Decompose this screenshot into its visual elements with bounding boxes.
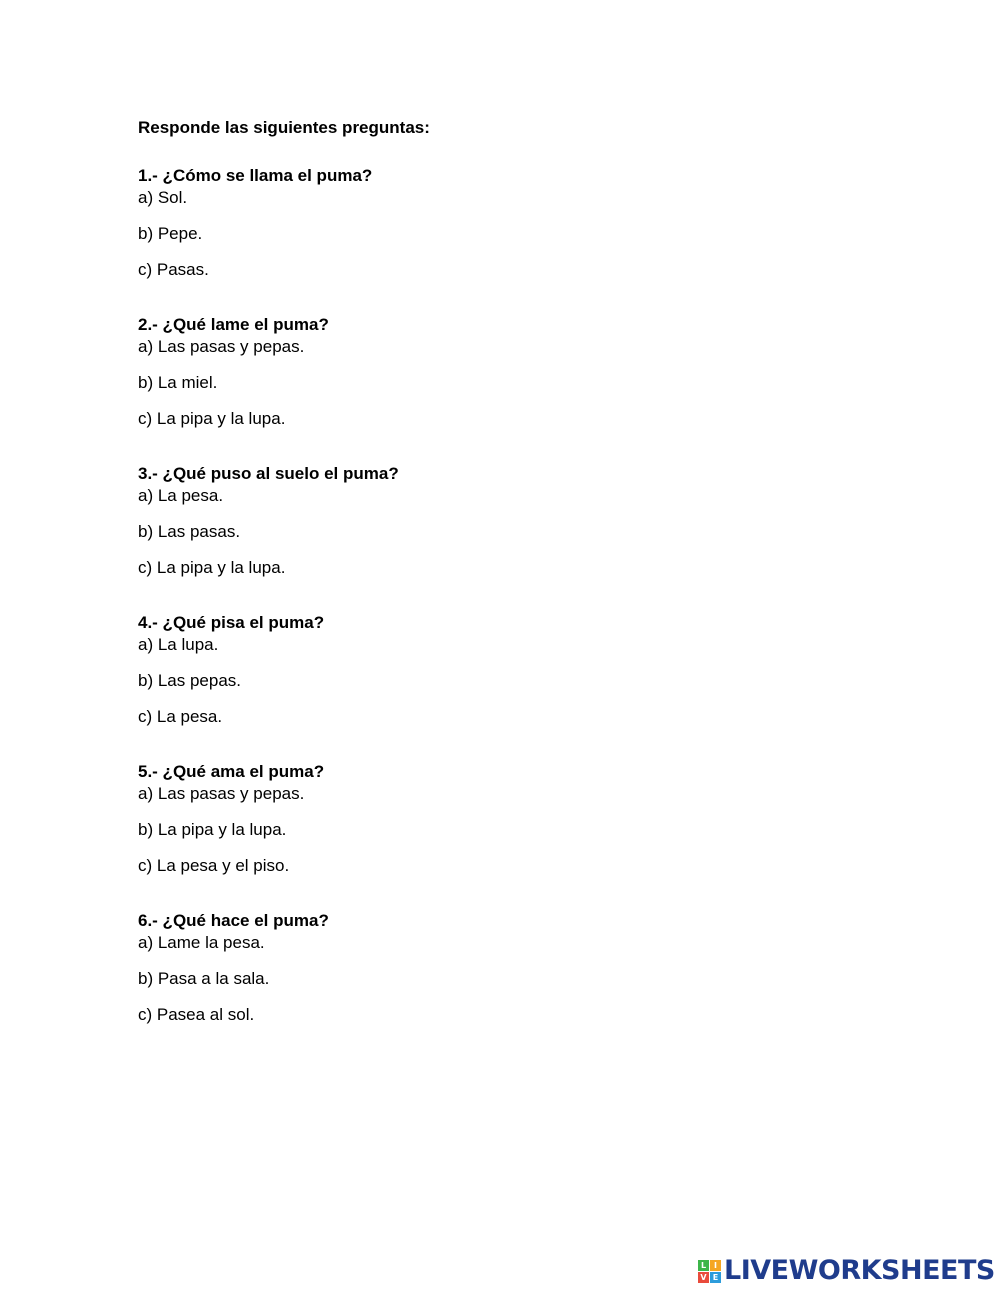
question-title: 2.- ¿Qué lame el puma? [138,315,329,334]
answer-option: b) Pasa a la sala. [138,969,270,988]
answer-option: c) Pasea al sol. [138,1005,255,1024]
question-title: 3.- ¿Qué puso al suelo el puma? [138,464,399,483]
instructions: Responde las siguientes preguntas: [138,118,430,137]
logo-text: LIVEWORKSHEETS [724,1255,995,1286]
answer-option: c) La pesa. [138,707,223,726]
liveworksheets-logo-icon [698,1260,721,1283]
answer-option: a) Las pasas y pepas. [138,784,305,803]
question-5 [138,761,898,877]
question-3 [138,463,898,579]
question-title: 6.- ¿Qué hace el puma? [138,911,329,930]
logo-icon-tile: L [698,1260,709,1271]
answer-option: b) La miel. [138,373,218,392]
answer-option: a) La lupa. [138,635,219,654]
answer-option: a) La pesa. [138,486,224,505]
liveworksheets-logo [698,1257,995,1285]
logo-icon-tile: E [710,1272,721,1283]
question-title: 1.- ¿Cómo se llama el puma? [138,166,373,185]
answer-option: b) Pepe. [138,224,203,243]
answer-option: c) La pesa y el piso. [138,856,290,875]
question-6 [138,910,898,1026]
worksheet [138,117,898,1059]
answer-option: c) Pasas. [138,260,209,279]
question-1 [138,165,898,281]
question-4 [138,612,898,728]
answer-option: b) Las pasas. [138,522,241,541]
question-title: 4.- ¿Qué pisa el puma? [138,613,325,632]
logo-icon-tile: V [698,1272,709,1283]
logo-icon-tile: I [710,1260,721,1271]
answer-option: b) Las pepas. [138,671,242,690]
question-title: 5.- ¿Qué ama el puma? [138,762,325,781]
answer-option: c) La pipa y la lupa. [138,558,286,577]
answer-option: a) Lame la pesa. [138,933,265,952]
question-2 [138,314,898,430]
answer-option: a) Sol. [138,188,188,207]
answer-option: a) Las pasas y pepas. [138,337,305,356]
answer-option: c) La pipa y la lupa. [138,409,286,428]
answer-option: b) La pipa y la lupa. [138,820,287,839]
